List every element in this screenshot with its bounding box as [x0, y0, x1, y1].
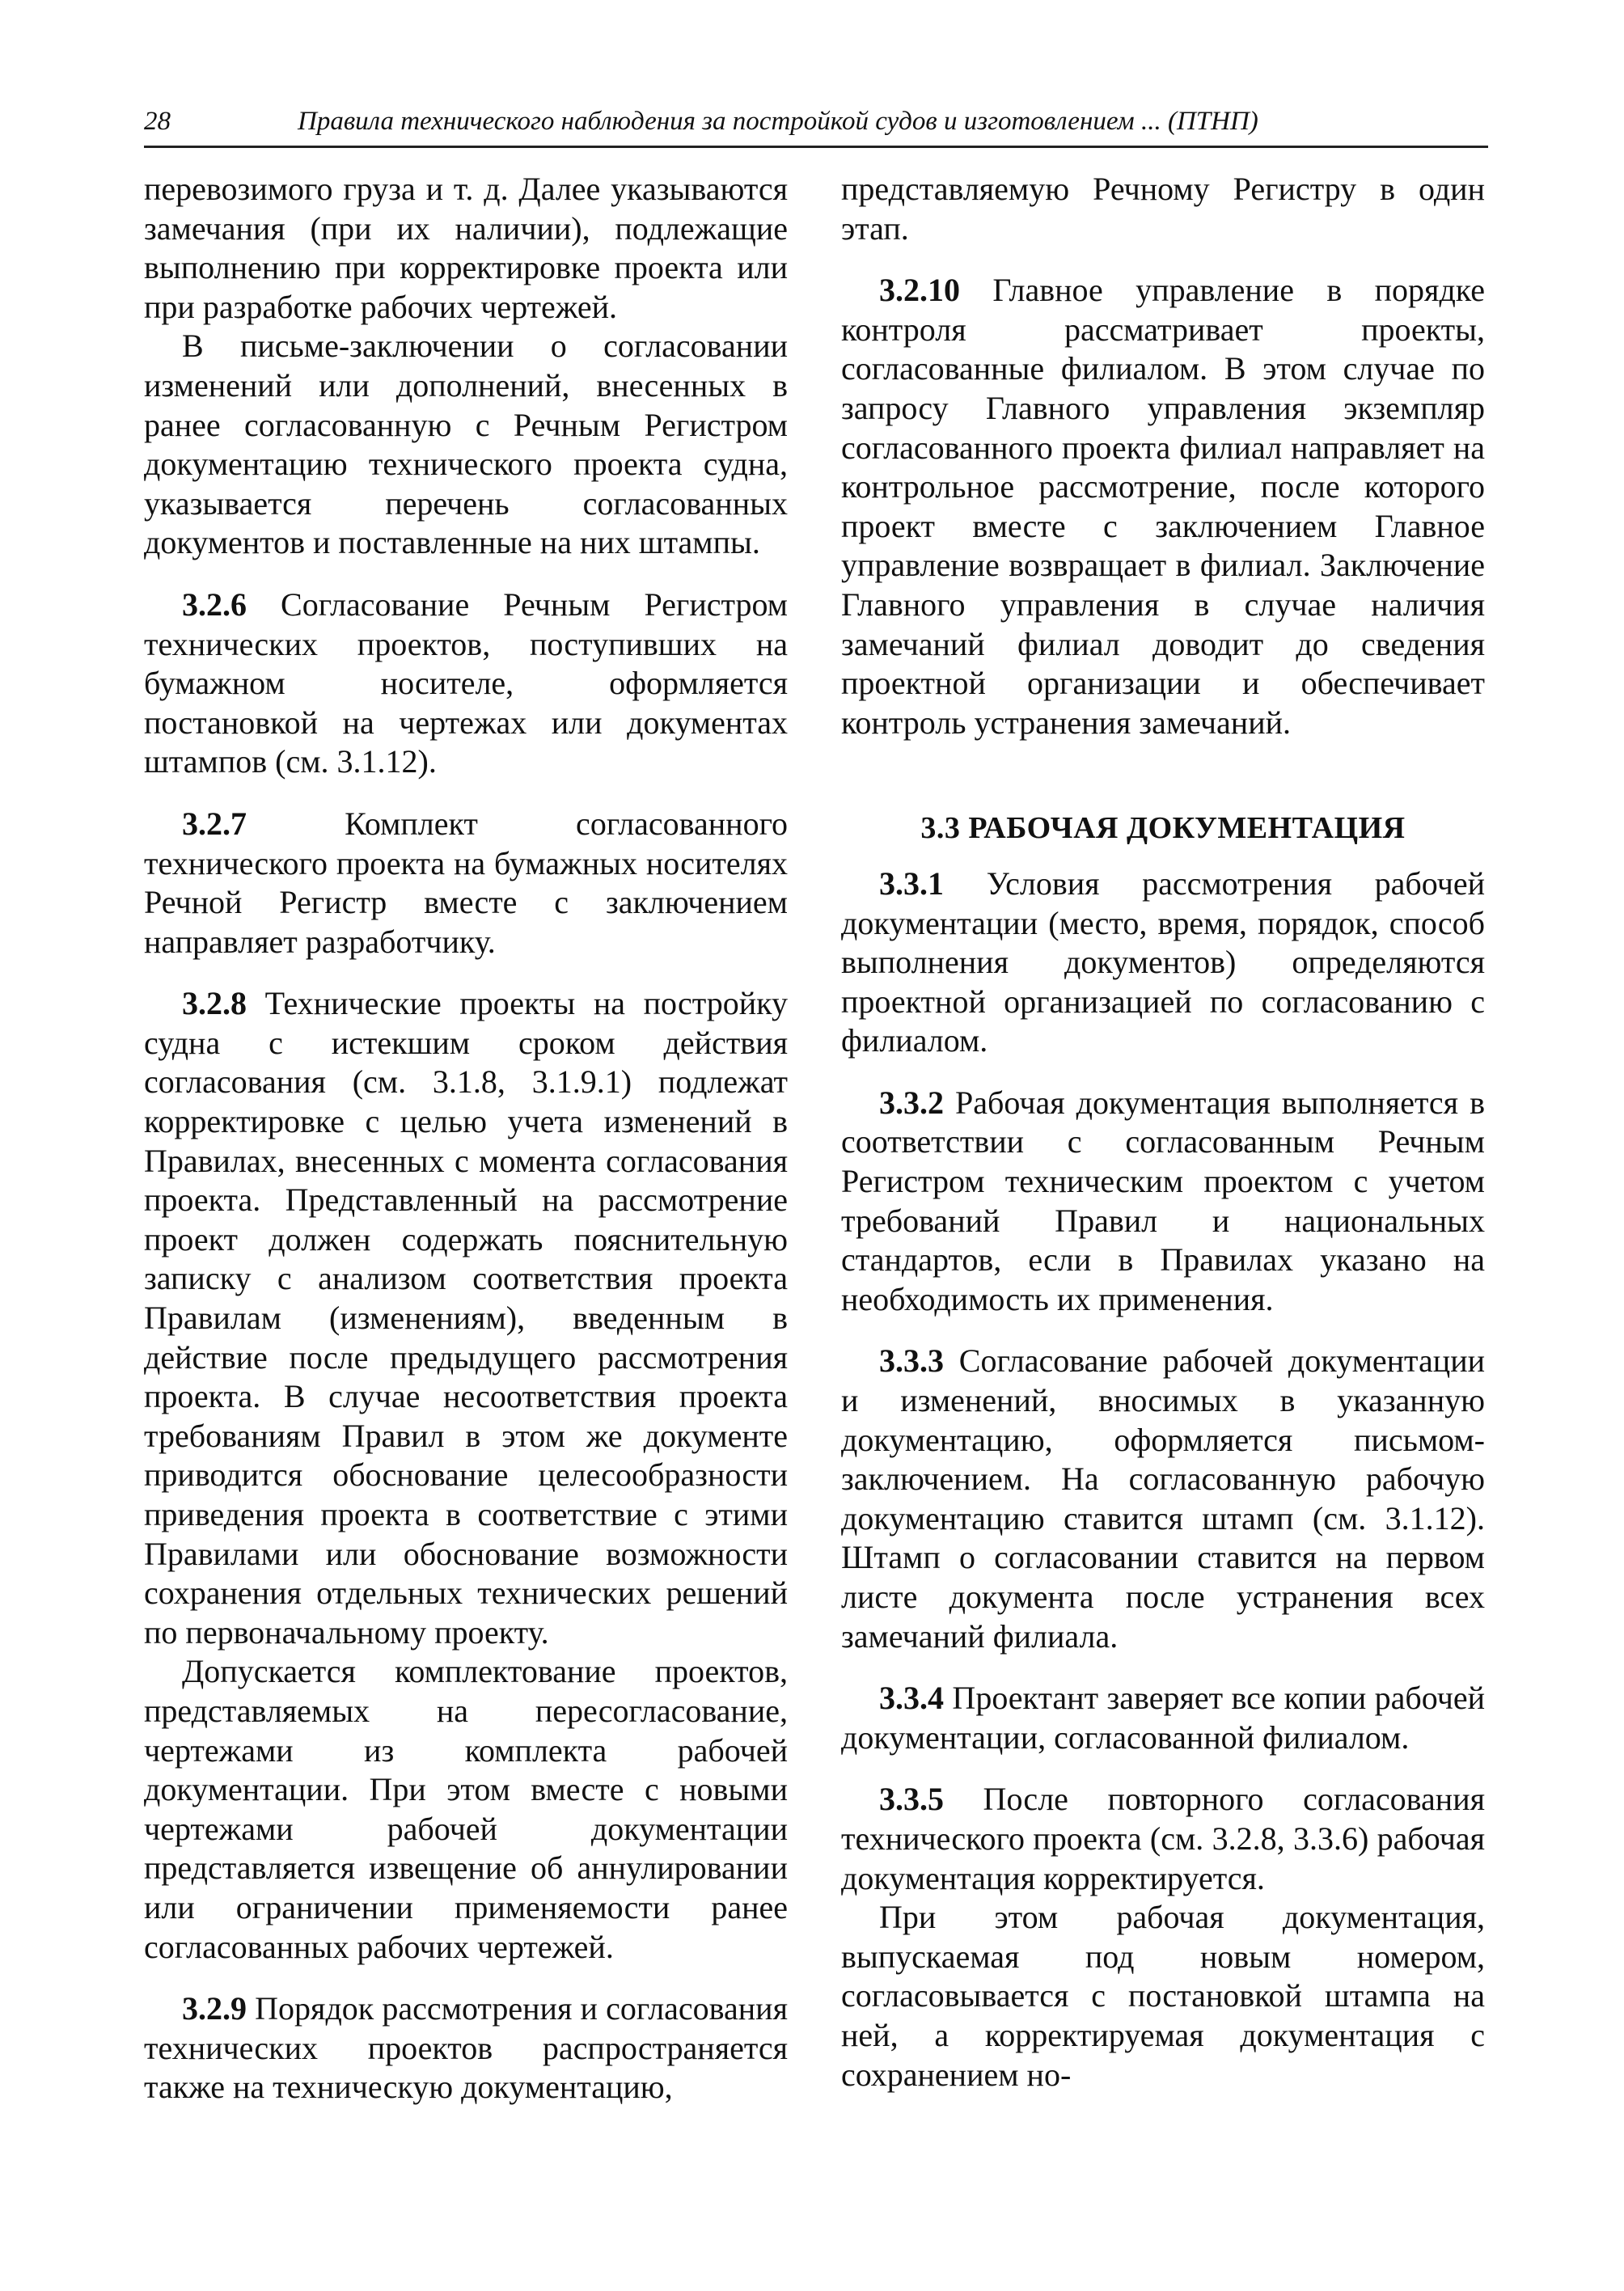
- clause-3-3-3: [841, 1342, 1485, 1656]
- clause-3-2-8: [144, 984, 788, 1652]
- clause-number: 3.2.8: [182, 985, 247, 1022]
- clause-number: 3.2.6: [182, 585, 247, 623]
- clause-text: Согласование Речным Регистром технических проектов, поступивших на бумажном носителе, оформляется постановкой на чертежах или документах штампов (см. 3.1.12).: [144, 585, 788, 780]
- clause-text: Комплект согласованного технического проекта на бумажных носителях Речной Регистр вместе с заключением направляет разработчику.: [144, 805, 788, 960]
- paragraph-continuation: перевозимого груза и т. д. Далее указываются замечания (при их наличии), подлежащие выполнению при корректировке проекта или при разработке рабочих чертежей.: [144, 171, 788, 325]
- clause-3-2-10: [841, 271, 1485, 742]
- clause-text: Проектант заверяет все копии рабочей документации, согласованной филиалом.: [841, 1680, 1485, 1756]
- page-header: [144, 104, 1488, 148]
- clause-3-3-4: [841, 1679, 1485, 1757]
- clause-number: 3.3.1: [879, 864, 944, 902]
- paragraph-recoordination: Допускается комплектование проектов, представляемых на пересогласование, чертежами из комплекта рабочей документации. При этом вместе с новыми чертежами рабочей документации представляется извещение об аннулировании или ограничении применяемости ранее согласованных рабочих чертежей.: [144, 1653, 788, 1965]
- clause-3-2-6: [144, 585, 788, 782]
- clause-text: Условия рассмотрения рабочей документации (место, время, порядок, способ выполнения документов) определяются проектной организацией по согласованию с филиалом.: [841, 864, 1485, 1059]
- clause-text: Согласование рабочей документации и изменений, вносимых в указанную документацию, оформляется письмом-заключением. На согласованную рабочую документацию ставится штамп (см. 3.1.12). Штамп о согласовании ставится на первом листе документа после устранения всех замечаний филиала.: [841, 1342, 1485, 1655]
- clause-3-3-5: [841, 1780, 1485, 1898]
- right-column: [841, 170, 1485, 2094]
- clause-number: 3.2.10: [879, 272, 960, 309]
- clause-number: 3.3.3: [879, 1342, 944, 1380]
- clause-3-3-1: [841, 864, 1485, 1061]
- clause-3-2-9: [144, 1989, 788, 2107]
- clause-number: 3.3.5: [879, 1781, 944, 1818]
- running-title: Правила технического наблюдения за постройкой судов и изготовлением ... (ПТНП): [298, 107, 1258, 136]
- left-column: [144, 170, 788, 2107]
- clause-number: 3.3.2: [879, 1084, 944, 1121]
- clause-number: 3.3.4: [879, 1680, 944, 1717]
- paragraph-new-number: При этом рабочая документация, выпускаемая под новым номером, согласовывается с постановкой штампа на ней, а корректируемая документация с сохранением но-: [841, 1899, 1485, 2093]
- clause-text: После повторного согласования технического проекта (см. 3.2.8, 3.3.6) рабочая документация корректируется.: [841, 1781, 1485, 1896]
- clause-3-2-7: [144, 805, 788, 962]
- paragraph-continuation: представляемую Речному Регистру в один этап.: [841, 171, 1485, 247]
- clause-3-3-2: [841, 1084, 1485, 1320]
- paragraph-letter-conclusion: В письме-заключении о согласовании изменений или дополнений, внесенных в ранее согласованную с Речным Регистром документацию технического проекта судна, указывается перечень согласованных документов и поставленные на них штампы.: [144, 328, 788, 561]
- page-number: 28: [144, 107, 171, 136]
- clause-number: 3.2.7: [182, 805, 247, 842]
- clause-text: Рабочая документация выполняется в соответствии с согласованным Речным Регистром техническим проектом с учетом требований Правил и национальных стандартов, если в Правилах указано на необходимость их применения.: [841, 1084, 1485, 1317]
- clause-text: Технические проекты на постройку судна с истекшим сроком действия согласования (см. 3.1.8, 3.1.9.1) подлежат корректировке с целью учета изменений в Правилах, внесенных с момента согласования проекта. Представленный на рассмотрение проект должен содержать пояснительную записку с анализом соответствия проекта Правилам (изменениям), введенным в действие после предыдущего рассмотрения проекта. В случае несоответствия проекта требованиям Правил в этом же документе приводится обоснование целесообразности приведения проекта в соответствие с этими Правилами или обоснование возможности сохранения отдельных технических решений по первоначальному проекту.: [144, 985, 788, 1651]
- clause-text: Главное управление в порядке контроля рассматривает проекты, согласованные филиалом. В этом случае по запросу Главного управления экземпляр согласованного проекта филиал направляет на контрольное рассмотрение, после которого проект вместе с заключением Главное управление возвращает в филиал. Заключение Главного управления в случае наличия замечаний филиал доводит до сведения проектной организации и обеспечивает контроль устранения замечаний.: [841, 272, 1485, 741]
- clause-text: Порядок рассмотрения и согласования технических проектов распространяется также на техническую документацию,: [144, 1990, 788, 2106]
- section-title: 3.3 РАБОЧАЯ ДОКУМЕНТАЦИЯ: [920, 811, 1406, 846]
- clause-number: 3.2.9: [182, 1990, 247, 2027]
